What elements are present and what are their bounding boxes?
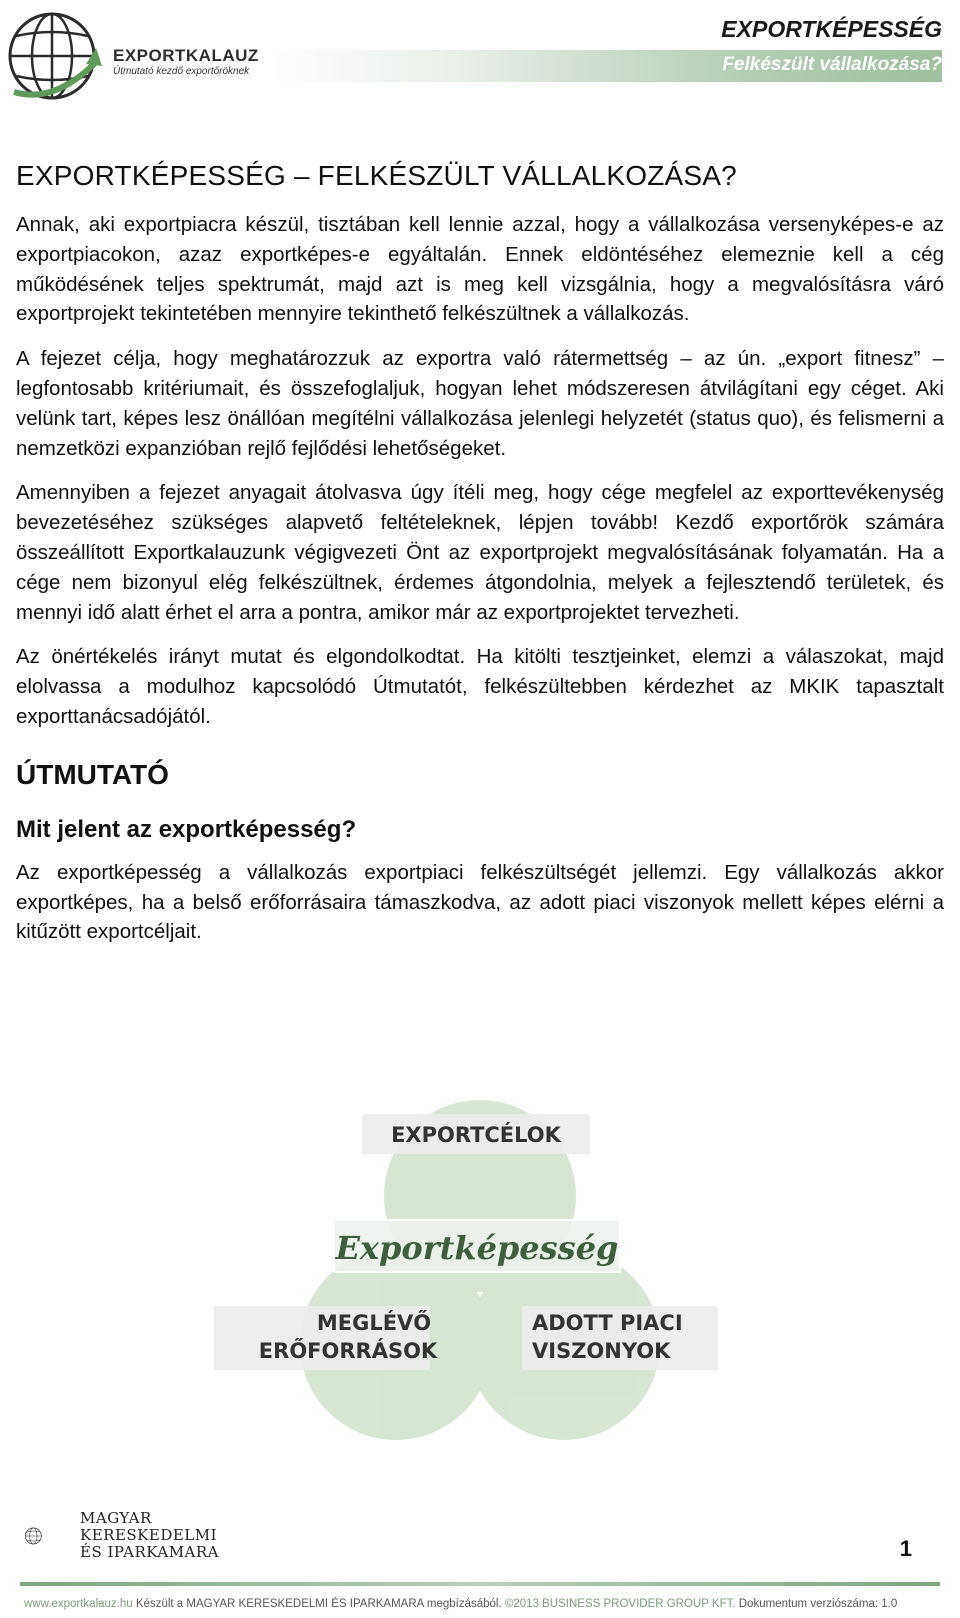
venn-diagram — [258, 1096, 683, 1442]
question-title: Mit jelent az exportképesség? — [16, 815, 357, 843]
diagram-label-left-2: ERŐFORRÁSOK — [258, 1339, 438, 1363]
paragraph: Amennyiben a fejezet anyagait átolvasva úgy ítéli meg, hogy cége megfelel az exporttevékenység bevezetéséhez szükséges alapvető feltételeknek, lépjen tovább! Kezdő exportőrök számára összeállított Exportkalauzunk végigvezeti Önt az exportprojekt megvalósításának folyamatán. Ha a cége nem bizonyul elég felkészültnek, érdemes átgondolnia, melyek a fejlesztendő területek, és mennyi idő alatt érhet el arra a pontra, amikor már az exportprojektet tervezheti. — [16, 481, 944, 624]
logo-subtitle: Útmutató kezdő exportőröknek — [113, 66, 250, 77]
diagram-label-left-1: MEGLÉVŐ — [316, 1311, 432, 1335]
footer-version: Dokumentum verziószáma: 1.0 — [738, 1598, 898, 1610]
mkik-line: KERESKEDELMI — [80, 1526, 218, 1544]
section-title: ÚTMUTATÓ — [16, 758, 169, 790]
footer-divider — [20, 1582, 940, 1586]
diagram-label-top: EXPORTCÉLOK — [391, 1123, 561, 1147]
header-title: EXPORTKÉPESSÉG — [721, 16, 942, 42]
page-number: 1 — [899, 1536, 912, 1561]
page-header — [0, 0, 960, 120]
mkik-logo-text — [80, 1510, 219, 1561]
diagram-label-right-2: VISZONYOK — [532, 1339, 671, 1363]
paragraph: Annak, aki exportpiacra készül, tisztában kell lennie azzal, hogy a vállalkozása versenyképes-e az exportpiacokon, azaz exportképes-e egyáltalán. Ennek eldöntéséhez elemeznie kell a cég működésének teljes spektrumát, majd azt is meg kell vizsgálnia, hogy a megvalósításra váró exportprojekt tekintetében mennyire tekinthető felkészültnek a vállalkozás. — [16, 213, 944, 326]
footer-note: Készült a MAGYAR KERESKEDELMI ÉS IPARKAMARA megbízásából. — [135, 1598, 502, 1610]
diagram-label-center: Exportképesség — [335, 1229, 619, 1267]
footer-copyright: ©2013 BUSINESS PROVIDER GROUP KFT. — [504, 1598, 736, 1610]
mkik-line: ÉS IPARKAMARA — [80, 1543, 220, 1561]
globe-logo-icon — [4, 4, 104, 108]
mkik-line: MAGYAR — [80, 1509, 152, 1527]
paragraph: Az exportképesség a vállalkozás exportpiaci felkészültségét jellemzi. Egy vállalkozás akkor exportképes, ha a belső erőforrásaira támaszkodva, az adott piaci viszonyok mellett képes elérni a kitűzött exportcéljait. — [16, 860, 944, 944]
logo-title: EXPORTKALAUZ — [113, 46, 259, 65]
mkik-globe-logo-icon — [24, 1506, 84, 1566]
paragraph: A fejezet célja, hogy meghatározzuk az exportra való rátermettség – az ún. „export fitnesz” – legfontosabb kritériumait, és összefoglaljuk, hogyan lehet módszeresen átvilágítani egy céget. Aki velünk tart, képes lesz önállóan megítélni vállalkozása jelenlegi helyzetét (status quo), és felismerni a nemzetközi expanzióban rejlő fejlődési lehetőségeket. — [16, 347, 944, 460]
diagram-label-right-1: ADOTT PIACI — [532, 1311, 683, 1335]
main-content — [16, 160, 944, 962]
footer-website-link[interactable]: www.exportkalauz.hu — [24, 1598, 133, 1610]
header-subtitle: Felkészült vállalkozása? — [722, 54, 942, 75]
page-title: EXPORTKÉPESSÉG – FELKÉSZÜLT VÁLLALKOZÁSA? — [16, 160, 737, 191]
footer-text — [24, 1598, 897, 1610]
paragraph: Az önértékelés irányt mutat és elgondolkodtat. Ha kitölti tesztjeinket, elemzi a válaszokat, majd elolvassa a modulhoz kapcsolódó Útmutatót, felkészültebben kérdezhet az MKIK tapasztalt exporttanácsadójától. — [16, 645, 944, 728]
